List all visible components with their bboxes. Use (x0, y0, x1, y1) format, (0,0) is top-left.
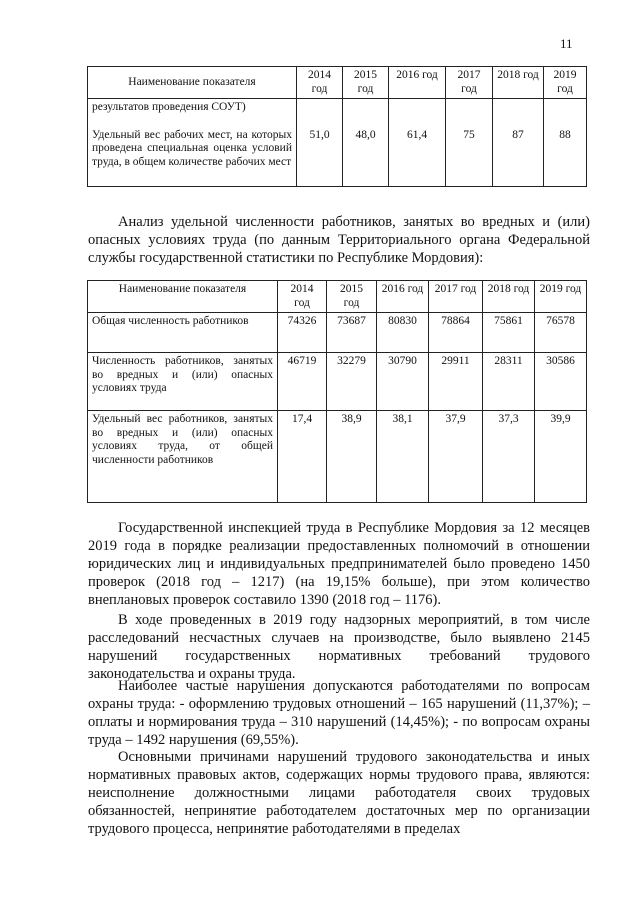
header-name: Наименование показателя (88, 281, 278, 313)
cell-value: 80830 (377, 313, 429, 353)
paragraph-proverki: Государственной инспекцией труда в Республике Мордовия за 12 месяцев 2019 года в порядке реализации предоставленных полномочий в отношении юридических лиц и индивидуальных предпринимателей было проведено 1450 проверок (2018 год – 1217) (на 19,15% больше), при этом количество внеплановых проверок составило 1390 (2018 год – 1176). (88, 520, 590, 608)
cell-value: 37,9 (429, 411, 483, 503)
cell-value: 73687 (327, 313, 377, 353)
cell-value: 32279 (327, 353, 377, 411)
table-row (88, 313, 587, 353)
cell-value: 39,9 (535, 411, 587, 503)
table-header-row (88, 67, 587, 99)
row-name: Удельный вес рабочих мест, на которых проведена специальная оценка условий труда, в общем количестве рабочих мест (88, 117, 297, 187)
table-header-row (88, 281, 587, 313)
row-name: Общая численность работников (88, 313, 278, 353)
table-vrednye-usloviya (87, 280, 587, 503)
table-row (88, 117, 587, 187)
paragraph-narusheniya: В ходе проведенных в 2019 году надзорных мероприятий, в том числе расследований несчастных случаев на производстве, было выявлено 2145 нарушений государственных нормативных требований трудового законодательства и охраны труда. (88, 612, 590, 682)
cell-value: 48,0 (343, 117, 389, 187)
table-row (88, 99, 587, 117)
cell-value: 61,4 (389, 117, 446, 187)
table-row (88, 411, 587, 503)
cell-value: 30586 (535, 353, 587, 411)
cell-value: 38,9 (327, 411, 377, 503)
row-name: Удельный вес работников, занятых во вредных и (или) опасных условиях труда, от общей численности работников (88, 411, 278, 503)
cell-value: 75861 (483, 313, 535, 353)
cell-value: 17,4 (278, 411, 327, 503)
cell-value: 78864 (429, 313, 483, 353)
header-year: 2015 год (343, 67, 389, 99)
cell-value: 37,3 (483, 411, 535, 503)
intro-paragraph: Анализ удельной численности работников, занятых во вредных и (или) опасных условиях труда (по данным Территориального органа Федеральной службы государственной статистики по Республике Мордовия): (88, 214, 590, 266)
paragraph-prichiny: Основными причинами нарушений трудового законодательства и иных нормативных правовых актов, содержащих нормы трудового права, являются: неисполнение должностными лицами работодателя своих трудовых обязанностей, непринятие работодателем достаточных мер по организации трудового процесса, непринятие работодателями в пределах (88, 749, 590, 837)
header-year: 2019 год (535, 281, 587, 313)
header-year: 2018 год (493, 67, 544, 99)
cell-value: 51,0 (297, 117, 343, 187)
header-year: 2017 год (429, 281, 483, 313)
header-year: 2018 год (483, 281, 535, 313)
header-name: Наименование показателя (88, 67, 297, 99)
header-year: 2017 год (446, 67, 493, 99)
header-year: 2016 год (377, 281, 429, 313)
header-year: 2016 год (389, 67, 446, 99)
cell-value: 38,1 (377, 411, 429, 503)
header-year: 2014 год (278, 281, 327, 313)
cell-value: 46719 (278, 353, 327, 411)
cell-value: 30790 (377, 353, 429, 411)
header-year: 2014 год (297, 67, 343, 99)
row-name: результатов проведения СОУТ) (88, 99, 297, 117)
cell-value: 28311 (483, 353, 535, 411)
cell-value: 88 (544, 117, 587, 187)
header-year: 2015 год (327, 281, 377, 313)
cell-value: 75 (446, 117, 493, 187)
header-year: 2019 год (544, 67, 587, 99)
page-number: 11 (560, 36, 573, 51)
table-ocenka-usloviy (87, 66, 587, 187)
cell-value: 87 (493, 117, 544, 187)
cell-value: 74326 (278, 313, 327, 353)
paragraph-chastye-narusheniya: Наиболее частые нарушения допускаются работодателями по вопросам охраны труда: - оформлению трудовых отношений – 165 нарушений (11,37%); – оплаты и нормирования труда – 310 нарушений (14,45%); - по вопросам охраны труда – 1492 нарушения (69,55%). (88, 678, 590, 748)
cell-value: 29911 (429, 353, 483, 411)
cell-value: 76578 (535, 313, 587, 353)
table-row (88, 353, 587, 411)
row-name: Численность работников, занятых во вредных и (или) опасных условиях труда (88, 353, 278, 411)
